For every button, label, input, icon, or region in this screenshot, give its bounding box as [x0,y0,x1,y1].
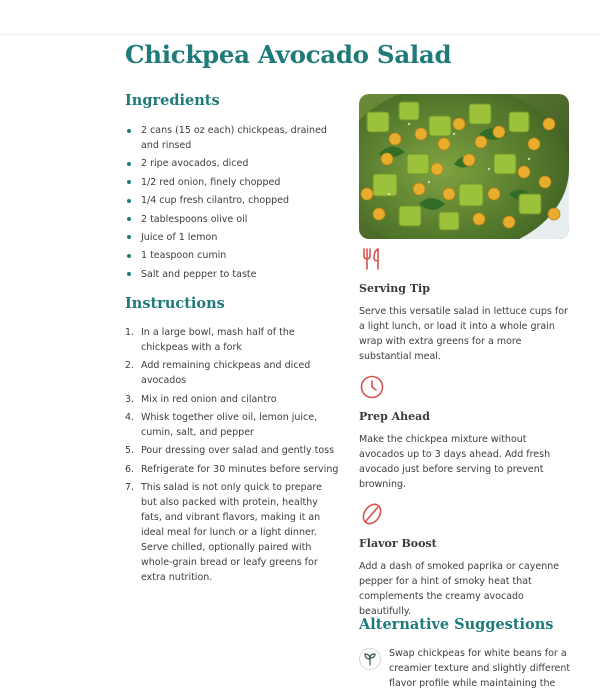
step-number: 3. [125,393,135,405]
alternative-suggestions-heading: Alternative Suggestions [359,616,554,633]
instructions-heading: Instructions [125,294,225,312]
top-bar [0,0,600,35]
step-text: Add remaining chickpeas and diced avocados [141,360,311,387]
instruction-step [125,325,340,355]
fork-knife-icon [359,246,385,272]
tip-text: Serve this versatile salad in lettuce cups for a light lunch, or load it into a whole grain wrap with extra greens for a more substantial meal. [359,306,568,362]
recipe-body [125,92,340,588]
ingredient-item: 1/2 red onion, finely chopped [125,175,340,190]
ingredient-item: 1/4 cup fresh cilantro, chopped [125,193,340,208]
alternative-text: Swap chickpeas for white beans for a creamier texture and slightly different flavor profile while maintaining the [389,648,571,689]
step-number: 4. [125,411,135,423]
ingredient-item: Salt and pepper to taste [125,267,340,282]
step-number: 5. [125,445,135,457]
step-text: This salad is not only quick to prepare but also packed with protein, healthy fats, and vibrant flavors, making it an ideal meal for lunch or a light dinner. Serve chilled, optionally paired with whole-grain bread or leafy greens for extra nutrition. [141,482,322,584]
step-text: In a large bowl, mash half of the chickpeas with a fork [141,326,295,353]
tip-card [359,374,574,492]
step-number: 1. [125,326,135,338]
tip-card [359,246,574,364]
step-number: 2. [125,360,135,372]
ingredients-heading: Ingredients [125,92,220,109]
sidebar [359,94,574,617]
ingredients-list [125,123,340,282]
alternative-suggestion-item [359,646,574,691]
instruction-step [125,462,340,477]
ingredient-item: 2 ripe avocados, diced [125,156,340,171]
sprout-icon [359,648,381,670]
instruction-step [125,358,340,388]
tip-title: Serving Tip [359,282,430,295]
tip-title: Flavor Boost [359,537,437,550]
tip-title: Prep Ahead [359,410,430,423]
ingredient-item: Juice of 1 lemon [125,230,340,245]
ingredient-item: 2 tablespoons olive oil [125,212,340,227]
clock-icon [359,374,385,400]
step-number: 7. [125,482,135,494]
instructions-list [125,325,340,585]
tip-text: Make the chickpea mixture without avocados up to 3 days ahead. Add fresh avocado just before serving to prevent browning. [359,434,551,490]
ingredient-item: 1 teaspoon cumin [125,248,340,263]
salad-photo [359,94,569,239]
step-text: Pour dressing over salad and gently toss [141,445,335,457]
step-text: Whisk together olive oil, lemon juice, cumin, salt, and pepper [141,411,318,438]
step-text: Refrigerate for 30 minutes before serving [141,463,339,475]
instruction-step [125,410,340,440]
tip-card [359,501,574,619]
instruction-step [125,443,340,458]
leaf-icon [359,501,385,527]
ingredient-item: 2 cans (15 oz each) chickpeas, drained and rinsed [125,123,340,153]
page-title: Chickpea Avocado Salad [125,40,452,69]
instruction-step [125,392,340,407]
instruction-step [125,480,340,585]
tip-text: Add a dash of smoked paprika or cayenne pepper for a hint of smoky heat that complements the creamy avocado beautifully. [359,561,560,617]
step-text: Mix in red onion and cilantro [141,393,277,405]
step-number: 6. [125,463,135,475]
